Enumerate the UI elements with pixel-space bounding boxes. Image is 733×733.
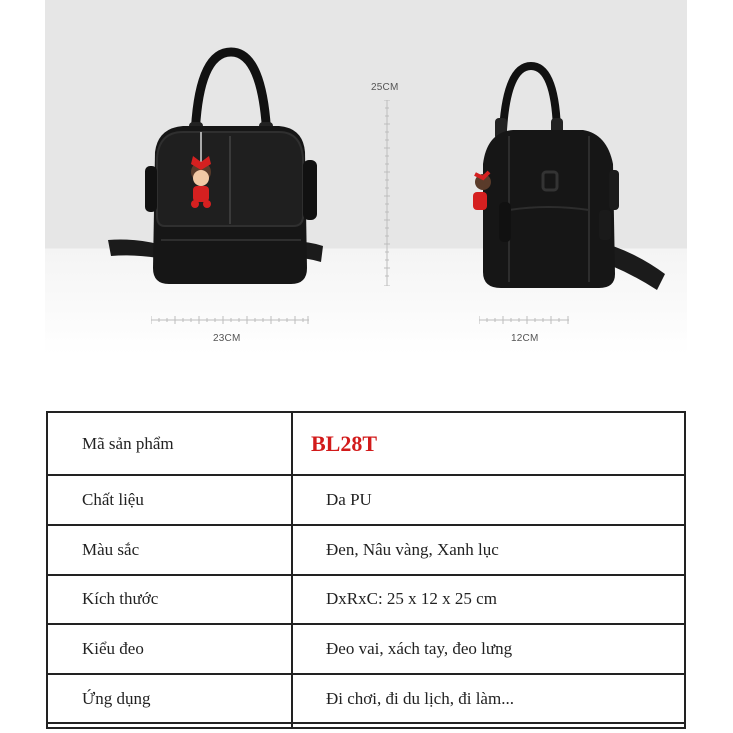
spec-label: Ứng dụng (47, 674, 292, 724)
spec-row-code (47, 412, 685, 475)
spec-value: DxRxC: 25 x 12 x 25 cm (292, 575, 685, 625)
height-label: 25CM (371, 82, 399, 93)
depth-label: 12CM (511, 333, 539, 344)
product-code: BL28T (292, 412, 685, 475)
spec-row-material (47, 475, 685, 525)
product-spec-table (46, 411, 686, 729)
spec-label: Kiểu đeo (47, 624, 292, 674)
spec-row-colors (47, 525, 685, 575)
spec-value: Đen, Nâu vàng, Xanh lục (292, 525, 685, 575)
spec-value: Da PU (292, 475, 685, 525)
spec-row-empty (47, 723, 685, 728)
spec-label: Kích thước (47, 575, 292, 625)
height-ruler (383, 100, 391, 286)
side-bag-image (443, 60, 673, 300)
spec-row-usage (47, 674, 685, 724)
spec-row-size (47, 575, 685, 625)
spec-label: Màu sắc (47, 525, 292, 575)
product-photo-area (45, 0, 687, 355)
spec-row-carry-style (47, 624, 685, 674)
front-bag-image (103, 40, 323, 290)
spec-value: Đi chơi, đi du lịch, đi làm... (292, 674, 685, 724)
depth-ruler (479, 316, 569, 324)
spec-label (47, 723, 292, 728)
spec-value (292, 723, 685, 728)
width-ruler (151, 316, 309, 324)
spec-label: Mã sản phẩm (47, 412, 292, 475)
spec-value: Đeo vai, xách tay, đeo lưng (292, 624, 685, 674)
width-label: 23CM (213, 333, 241, 344)
spec-label: Chất liệu (47, 475, 292, 525)
